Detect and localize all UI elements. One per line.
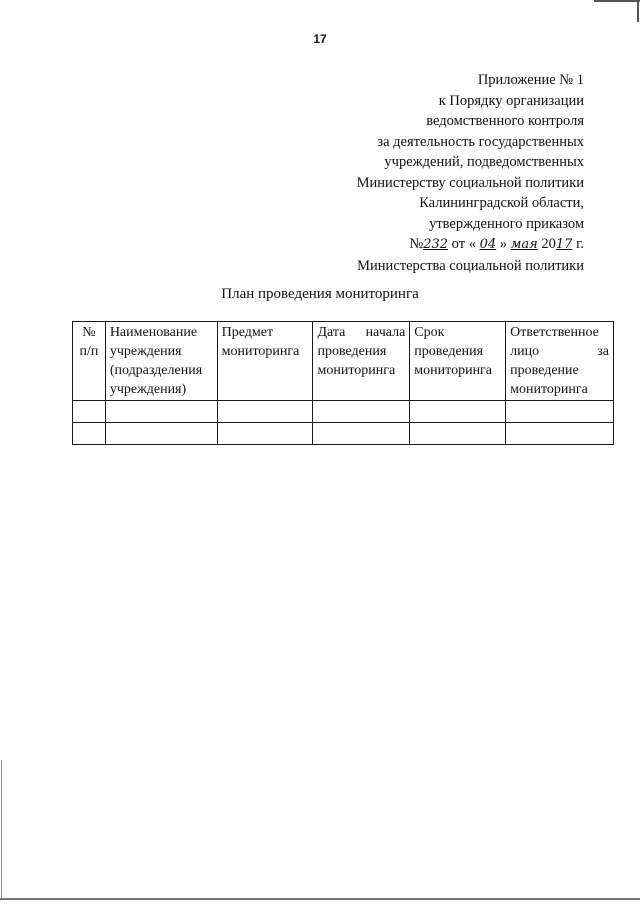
order-year-prefix: 20 xyxy=(537,236,556,252)
header-cell-institution: Наименование учреждения (подразделения учреждения) xyxy=(105,322,217,401)
table-cell xyxy=(506,401,614,423)
order-month: мая xyxy=(510,237,538,252)
order-number: 232 xyxy=(423,237,449,252)
scan-edge-left xyxy=(1,760,2,900)
table-header-row xyxy=(73,322,614,401)
order-suffix: г. xyxy=(572,236,584,252)
order-from: от « xyxy=(448,236,480,252)
header-cell-term: Срок проведения мониторинга xyxy=(410,322,506,401)
header-line: к Порядку организации xyxy=(438,92,584,109)
order-year: 17 xyxy=(555,237,573,252)
table-cell xyxy=(217,401,313,423)
appendix-label: Приложение № 1 xyxy=(477,72,584,88)
table-cell xyxy=(313,401,410,423)
table-cell xyxy=(217,423,313,445)
table-cell xyxy=(105,401,217,423)
table-cell xyxy=(410,401,506,423)
table-cell xyxy=(506,423,614,445)
table-cell xyxy=(313,423,410,445)
table-row xyxy=(73,401,614,423)
table-cell xyxy=(410,423,506,445)
approval-header xyxy=(357,70,584,276)
scan-edge-right xyxy=(637,0,639,22)
header-line: Министерству социальной политики xyxy=(356,174,584,191)
header-cell-responsible: Ответственное лицо за проведение мониторинга xyxy=(506,322,614,401)
table-row xyxy=(73,423,614,445)
order-day: 04 xyxy=(479,237,497,252)
order-after-day: » xyxy=(496,236,511,252)
header-line: за деятельность государственных xyxy=(377,133,584,150)
header-line: Калининградской области, xyxy=(419,195,584,211)
header-cell-subject: Предмет мониторинга xyxy=(217,322,313,401)
header-cell-start-date: Дата начала проведения мониторинга xyxy=(313,322,410,401)
header-line: Министерства социальной политики xyxy=(357,257,584,274)
table-cell xyxy=(105,423,217,445)
order-number-prefix: № xyxy=(409,236,424,252)
order-line xyxy=(357,234,584,256)
monitoring-plan-table xyxy=(72,321,614,445)
table-cell xyxy=(73,401,106,423)
scan-edge-top-right xyxy=(594,0,640,2)
header-line: ведомственного контроля xyxy=(426,113,584,129)
header-cell-number: № п/п xyxy=(73,322,106,401)
header-line: учреждений, подведомственных xyxy=(384,154,584,170)
scan-edge-bottom xyxy=(0,898,640,900)
header-line: утвержденного приказом xyxy=(429,215,584,232)
page-number: 17 xyxy=(313,32,327,46)
table-cell xyxy=(73,423,106,445)
document-title: План проведения мониторинга xyxy=(221,286,419,302)
